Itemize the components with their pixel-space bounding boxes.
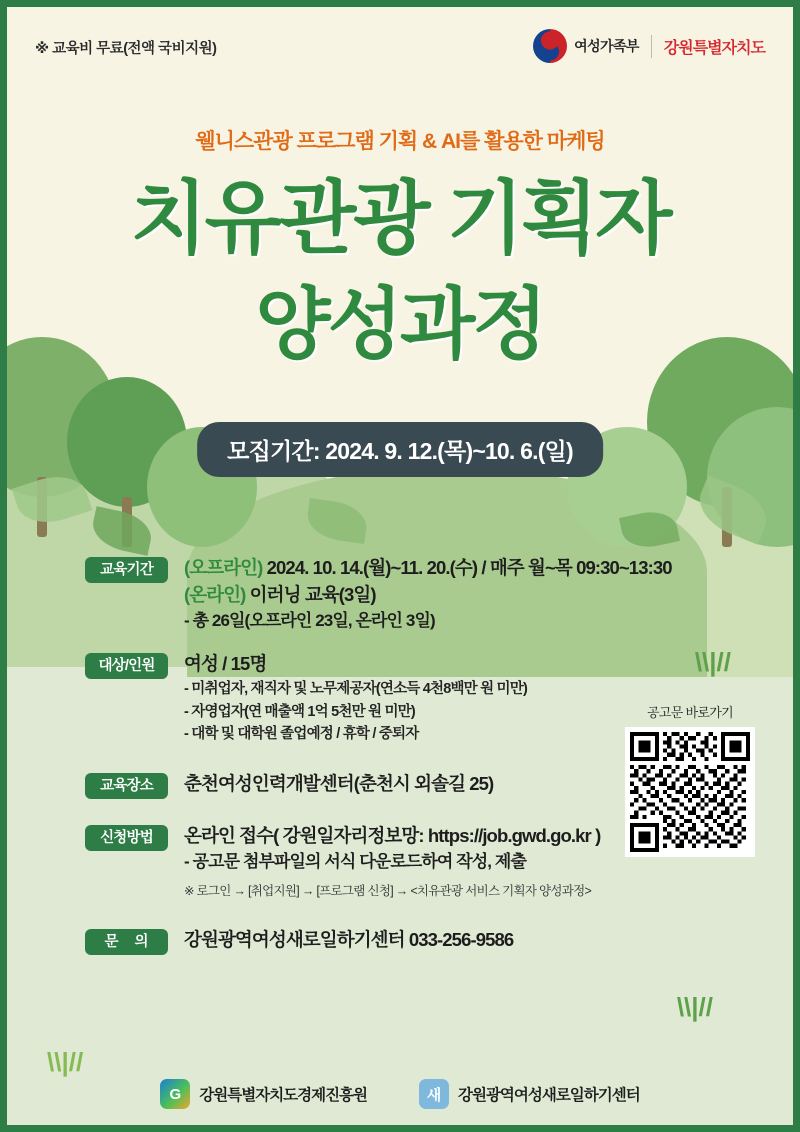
target-sub-1: - 미취업자, 재직자 및 노무제공자(연소득 4천8백만 원 미만) <box>184 681 527 698</box>
ministry-label: 여성가족부 <box>574 38 639 54</box>
info-row-body <box>184 927 513 954</box>
qr-block <box>625 702 755 857</box>
tag-education-period: 교육기간 <box>85 557 168 583</box>
online-label: (온라인) <box>184 583 246 605</box>
info-row-contact <box>7 927 793 955</box>
recruit-period-badge: 모집기간: 2024. 9. 12.(목)~10. 6.(일) <box>197 422 603 477</box>
poster-title-line1: 치유관광 기획자 <box>130 174 670 263</box>
target-sub-3: - 대학 및 대학원 졸업예정 / 휴학 / 중퇴자 <box>184 726 419 743</box>
info-row-body <box>184 555 672 633</box>
footer-logo-saeil <box>419 1079 640 1109</box>
info-row-body <box>184 651 527 745</box>
offline-value: 2024. 10. 14.(월)~11. 20.(수) / 매주 월~목 09:30~13:30 <box>262 557 672 578</box>
free-tuition-note: ※ 교육비 무료(전액 국비지원) <box>35 41 217 57</box>
offline-schedule-line <box>184 555 672 582</box>
footer-org-1: 강원특별자치도경제진흥원 <box>199 1087 368 1104</box>
grass-icon: \\|// <box>47 1047 84 1077</box>
contact-main: 강원광역여성새로일하기센터 033-256-9586 <box>184 928 514 950</box>
top-logos <box>533 29 765 63</box>
venue-main: 춘천여성인력개발센터(춘천시 외솔길 25) <box>184 773 494 795</box>
qr-caption: 공고문 바로가기 <box>647 705 733 720</box>
ministry-logo <box>533 29 639 63</box>
tag-contact: 문 의 <box>85 929 168 955</box>
target-sub-2: - 자영업자(연 매출액 1억 5천만 원 미만) <box>184 703 415 720</box>
tag-venue: 교육장소 <box>85 773 168 799</box>
poster-subtitle: 웰니스관광 프로그램 기획 & AI를 활용한 마케팅 <box>195 130 605 153</box>
total-days-line: - 총 26일(오프라인 23일, 온라인 3일) <box>184 610 435 630</box>
apply-main[interactable]: 온라인 접수( 강원일자리정보망: https://job.gwd.go.kr ) <box>184 825 601 847</box>
info-row-education-period <box>7 555 793 633</box>
saeil-logo-icon: 새 <box>419 1079 449 1109</box>
offline-label: (오프라인) <box>184 557 263 578</box>
gwep-logo-icon: G <box>160 1079 190 1109</box>
province-logo: 강원특별자치도 <box>651 35 765 58</box>
footer-logo-gwep <box>160 1079 367 1109</box>
poster-title-line2: 양성과정 <box>255 280 545 368</box>
grass-icon: \\|// <box>694 647 731 677</box>
taegeuk-icon <box>533 29 567 63</box>
online-schedule-line <box>184 582 672 609</box>
apply-note: ※ 로그인 → [취업지원] → [프로그램 신청] → <치유관광 서비스 기획자 양성과정> <box>184 883 592 898</box>
tag-target: 대상/인원 <box>85 653 168 679</box>
info-row-body <box>184 823 600 898</box>
footer-logos <box>7 1079 793 1109</box>
info-row-body <box>184 771 493 798</box>
tag-apply-method: 신청방법 <box>85 825 168 851</box>
qr-code-icon <box>630 732 750 852</box>
footer-org-2: 강원광역여성새로일하기센터 <box>458 1087 640 1104</box>
qr-code[interactable] <box>625 727 755 857</box>
target-main: 여성 / 15명 <box>184 653 267 675</box>
online-value: 이러닝 교육(3일) <box>245 583 376 605</box>
apply-sub-1: - 공고문 첨부파일의 서식 다운로드하여 작성, 제출 <box>184 852 526 872</box>
grass-icon: \\|// <box>676 992 713 1022</box>
